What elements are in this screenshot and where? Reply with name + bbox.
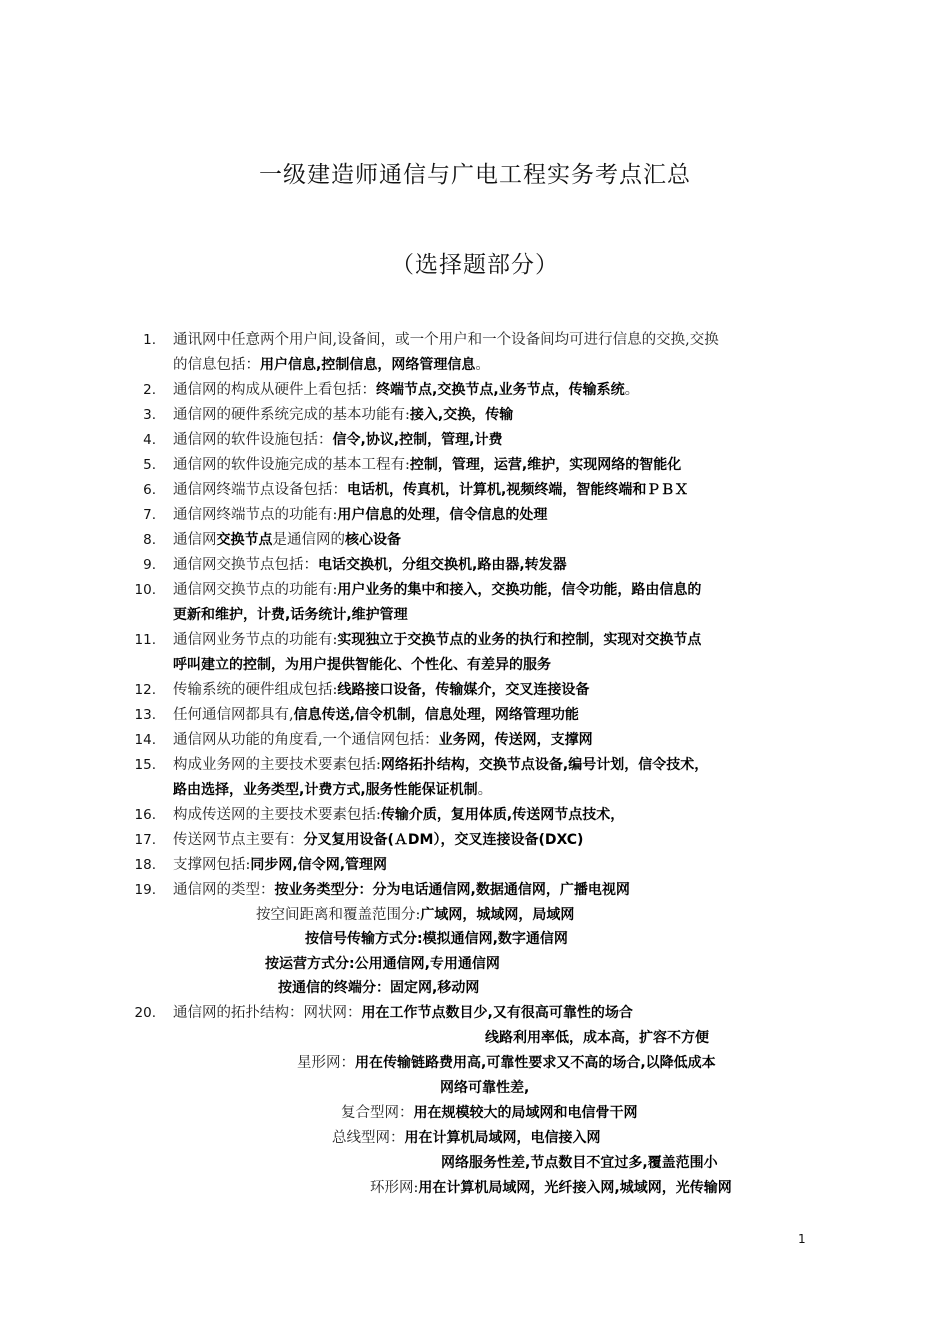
list-item-text [265, 952, 500, 977]
emphasized-text: 路由选择，业务类型,计费方式,服务性能保证机制 [173, 782, 478, 798]
list-item [0, 853, 950, 878]
list-item-text [173, 728, 593, 753]
plain-text: 通信网的软件设施包括： [173, 432, 333, 448]
list-item-number: 11. [134, 632, 156, 648]
plain-text: 传送网节点主要有： [173, 832, 304, 848]
plain-text: 传输系统的硬件组成包括: [173, 682, 338, 698]
list-item [0, 503, 950, 528]
emphasized-text: 用在工作节点数目少,又有很高可靠性的场合 [361, 1005, 633, 1021]
emphasized-text: 用户业务的集中和接入，交换功能，信令功能，路由信息的 [337, 582, 702, 598]
plain-text: 支撑网包括: [173, 857, 251, 873]
list-item-text [173, 403, 513, 428]
list-item [0, 1126, 950, 1151]
emphasized-text: 交换节点 [216, 532, 273, 548]
list-item-number: 2. [143, 382, 156, 398]
emphasized-text: 用户信息,控制信息，网络管理信息 [260, 357, 476, 373]
list-item [0, 403, 950, 428]
list-item-number: 13. [134, 707, 156, 723]
emphasized-text: 网络服务性差,节点数目不宜过多,覆盖范围小 [441, 1155, 718, 1171]
list-item-text [173, 478, 688, 503]
list-item-text [441, 1151, 718, 1176]
emphasized-text: 网络拓扑结构，交换节点设备,编号计划，信令技术， [380, 757, 709, 773]
document-title: 一级建造师通信与广电工程实务考点汇总 [259, 162, 691, 188]
emphasized-text: 终端节点,交换节点,业务节点，传输系统 [376, 382, 625, 398]
list-item [0, 1076, 950, 1101]
emphasized-text: 按业务类型分：分为电话通信网,数据通信网，广播电视网 [274, 882, 630, 898]
list-item-text [173, 853, 387, 878]
list-item [0, 1101, 950, 1126]
plain-text: 。 [477, 782, 493, 798]
emphasized-text: 分叉复用设备(ＡDM），交叉连接设备(DXC) [303, 832, 584, 848]
list-item [0, 678, 950, 703]
list-item [0, 878, 950, 903]
plain-text: 任何通信网都具有, [173, 707, 294, 723]
list-item [0, 903, 950, 928]
plain-text: 通信网的构成从硬件上看包括： [173, 382, 376, 398]
list-item [0, 628, 950, 653]
list-item [0, 1151, 950, 1176]
list-item-number: 16. [134, 807, 156, 823]
plain-text: 星形网： [297, 1055, 355, 1071]
list-item-text [173, 678, 589, 703]
plain-text: 通信网 [173, 532, 217, 548]
emphasized-text: 按运营方式分:公用通信网,专用通信网 [265, 956, 500, 972]
emphasized-text: 接入,交换，传输 [409, 407, 514, 423]
list-item-text [485, 1026, 709, 1051]
list-item [0, 1001, 950, 1026]
list-item-number: 1. [143, 332, 156, 348]
list-item-number: 17. [134, 832, 156, 848]
plain-text: 通信网业务节点的功能有: [173, 632, 338, 648]
list-item-text [173, 578, 701, 603]
list-item-text [370, 1176, 732, 1201]
plain-text: 通信网的类型： [173, 882, 275, 898]
list-item [0, 703, 950, 728]
plain-text: 。 [475, 357, 490, 373]
list-item [0, 453, 950, 478]
emphasized-text: 实现独立于交换节点的业务的执行和控制，实现对交换节点 [337, 632, 702, 648]
list-item-text [173, 703, 579, 728]
list-item [0, 1051, 950, 1076]
plain-text: 通信网终端节点的功能有: [173, 507, 338, 523]
plain-text: 通信网的软件设施完成的基本工程有: [173, 457, 410, 473]
plain-text: 通信网交换节点的功能有: [173, 582, 338, 598]
emphasized-text: 同步网,信令网,管理网 [250, 857, 388, 873]
list-item-text [173, 428, 502, 453]
list-item [0, 603, 950, 628]
plain-text: 通信网的拓扑结构：网状网： [173, 1005, 362, 1021]
list-item [0, 728, 950, 753]
plain-text: 构成业务网的主要技术要素包括: [173, 757, 381, 773]
list-item [0, 528, 950, 553]
list-item-number: 8. [143, 532, 156, 548]
list-item-text [297, 1051, 716, 1076]
list-item-number: 18. [134, 857, 156, 873]
plain-text: 总线型网： [332, 1130, 405, 1146]
list-item-text [173, 328, 719, 353]
emphasized-text: 信令,协议,控制，管理,计费 [332, 432, 503, 448]
emphasized-text: 用户信息的处理，信令信息的处理 [337, 507, 548, 523]
list-item-number: 7. [143, 507, 156, 523]
plain-text: 按空间距离和覆盖范围分: [256, 907, 421, 923]
list-item-text [173, 628, 701, 653]
list-item-text [305, 927, 568, 952]
list-item-text [173, 603, 408, 628]
list-item [0, 478, 950, 503]
list-item-text [173, 1001, 633, 1026]
list-item [0, 952, 950, 977]
list-item [0, 653, 950, 678]
emphasized-text: 按通信的终端分：固定网,移动网 [278, 980, 480, 996]
list-item-text [173, 453, 681, 478]
list-item-number: 4. [143, 432, 156, 448]
plain-text: 通信网从功能的角度看,一个通信网包括： [173, 732, 439, 748]
list-item-text [173, 803, 624, 828]
list-item-number: 12. [134, 682, 156, 698]
emphasized-text: 电话交换机，分组交换机,路由器,转发器 [318, 557, 567, 573]
list-item-text [173, 353, 490, 378]
list-item-number: 5. [143, 457, 156, 473]
list-item-text [256, 903, 574, 928]
list-item-number: 9. [143, 557, 156, 573]
emphasized-text: 电话机，传真机，计算机,视频终端，智能终端和ＰＢＸ [347, 482, 689, 498]
emphasized-text: 核心设备 [345, 532, 401, 548]
list-item-text [332, 1126, 601, 1151]
plain-text: 。 [624, 382, 640, 398]
list-item-text [173, 878, 630, 903]
list-item-text [440, 1076, 529, 1101]
plain-text: 复合型网： [341, 1105, 414, 1121]
list-item-text [173, 528, 401, 553]
emphasized-text: 用在计算机局域网，光纤接入网,城域网，光传输网 [418, 1180, 732, 1196]
list-item-text [173, 828, 583, 853]
list-item [0, 753, 950, 778]
list-item-text [173, 753, 708, 778]
list-item-number: 15. [134, 757, 156, 773]
list-item-number: 14. [134, 732, 156, 748]
list-item [0, 1176, 950, 1201]
list-item [0, 328, 950, 353]
document-subtitle: （选择题部分） [391, 252, 559, 278]
emphasized-text: 控制，管理，运营,维护，实现网络的智能化 [409, 457, 682, 473]
page-number: 1 [798, 1232, 806, 1246]
list-item-text [173, 778, 492, 803]
emphasized-text: 业务网，传送网，支撑网 [438, 732, 593, 748]
list-item [0, 553, 950, 578]
list-item [0, 1026, 950, 1051]
list-item [0, 378, 950, 403]
list-item-text [341, 1101, 638, 1126]
plain-text: 通信网交换节点包括： [173, 557, 318, 573]
emphasized-text: 按信号传输方式分:模拟通信网,数字通信网 [305, 931, 568, 947]
plain-text: 通信网的硬件系统完成的基本功能有: [173, 407, 410, 423]
list-item-text [173, 553, 567, 578]
emphasized-text: 用在计算机局域网，电信接入网 [404, 1130, 601, 1146]
plain-text: 的信息包括： [173, 357, 260, 373]
list-item-number: 20. [134, 1005, 156, 1021]
plain-text: 通讯网中任意两个用户间,设备间，或一个用户和一个设备间均可进行信息的交换,交换 [173, 332, 719, 348]
list-item-number: 6. [143, 482, 156, 498]
list-item-text [173, 503, 547, 528]
emphasized-text: 信息传送,信令机制，信息处理，网络管理功能 [293, 707, 579, 723]
emphasized-text: 广域网，城域网，局域网 [420, 907, 575, 923]
list-item-text [173, 653, 551, 678]
emphasized-text: 网络可靠性差, [440, 1080, 530, 1096]
list-item-number: 19. [134, 882, 156, 898]
emphasized-text: 传输介质，复用体质,传送网节点技术， [380, 807, 625, 823]
list-item [0, 353, 950, 378]
list-item [0, 778, 950, 803]
list-item [0, 803, 950, 828]
list-item-text [173, 378, 639, 403]
list-item [0, 976, 950, 1001]
list-item-number: 10. [134, 582, 156, 598]
plain-text: 通信网终端节点设备包括： [173, 482, 347, 498]
list-item [0, 828, 950, 853]
list-item-number: 3. [143, 407, 156, 423]
plain-text: 构成传送网的主要技术要素包括: [173, 807, 381, 823]
plain-text: 环形网: [370, 1180, 419, 1196]
emphasized-text: 线路接口设备，传输媒介，交叉连接设备 [337, 682, 590, 698]
emphasized-text: 用在传输链路费用高,可靠性要求又不高的场合,以降低成本 [355, 1055, 716, 1071]
emphasized-text: 呼叫建立的控制，为用户提供智能化、个性化、有差异的服务 [173, 657, 551, 673]
list-item [0, 578, 950, 603]
list-item-text [278, 976, 479, 1001]
emphasized-text: 用在规模较大的局域网和电信骨干网 [413, 1105, 638, 1121]
emphasized-text: 线路利用率低，成本高，扩容不方便 [485, 1030, 709, 1046]
emphasized-text: 更新和维护，计费,话务统计,维护管理 [173, 607, 408, 623]
list-item [0, 927, 950, 952]
list-item [0, 428, 950, 453]
plain-text: 是通信网的 [272, 532, 345, 548]
